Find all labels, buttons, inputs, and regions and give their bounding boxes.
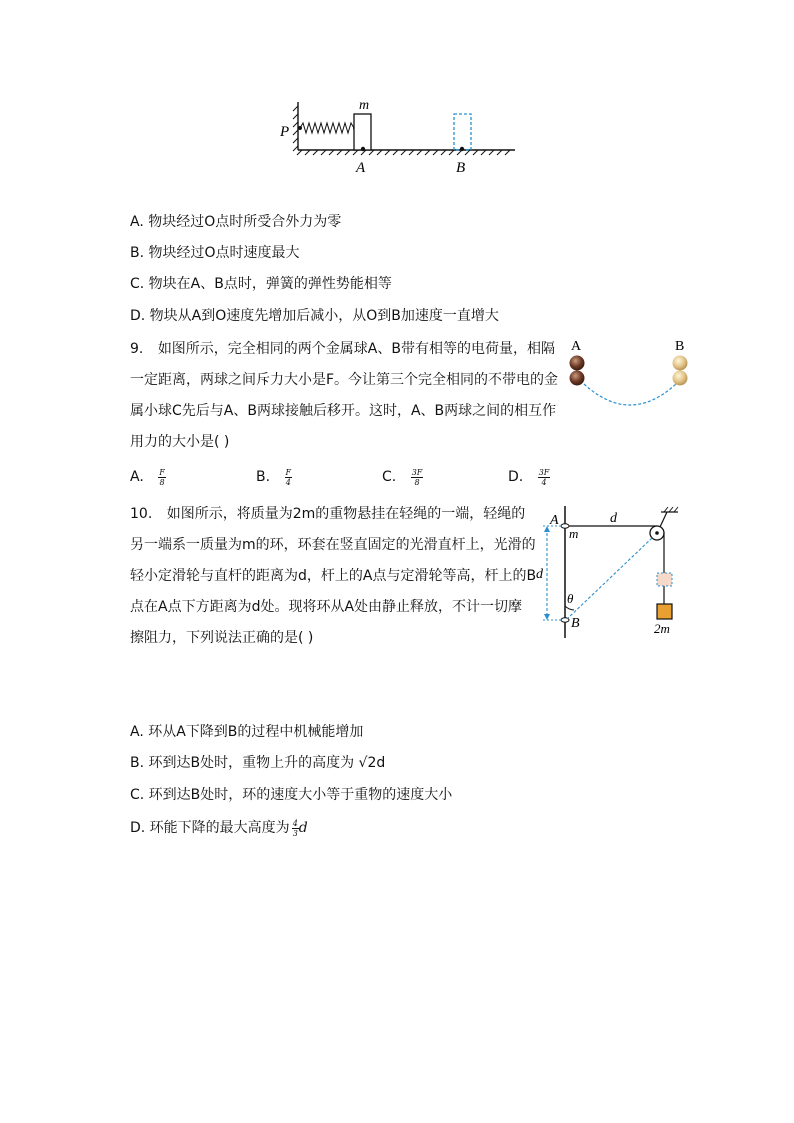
q10-line-2: 另一端系一质量为m的环，环套在竖直固定的光滑直杆上，光滑的 [130,537,536,553]
fig-label-theta: θ [567,591,574,606]
label-A: A [356,160,366,176]
q9-line-1: 如图所示，完全相同的两个金属球A、B带有相等的电荷量，相隔 [157,341,555,357]
q9-option-a[interactable]: A. $\frac{F}{8}$ [130,467,165,487]
spring-block-figure [270,92,530,178]
q8-option-d[interactable]: D. 物块从A到O速度先增加后减小，从O到B加速度一直增大 [130,308,499,324]
fig-label-m: m [569,526,579,541]
q10-option-c[interactable]: C. 环到达B处时，环的速度大小等于重物的速度大小 [130,787,453,803]
sphere-label-b: B [675,339,685,354]
q10-number: 10. [130,506,153,522]
label-m: m [359,98,370,113]
fig-label-B: B [571,616,580,631]
q9-line-4: 用力的大小是( ) [130,434,230,450]
sphere-b-top [673,356,688,371]
sphere-label-a: A [571,339,582,354]
sphere-a-top [570,356,585,371]
q9-option-b[interactable]: B. $\frac{F}{4}$ [256,467,292,487]
label-B: B [456,160,466,176]
q10-line-1: 如图所示，将质量为2m的重物悬挂在轻绳的一端，轻绳的 [166,506,526,522]
q8-option-b[interactable]: B. 物块经过O点时速度最大 [130,245,300,261]
q8-option-a[interactable]: A. 物块经过O点时所受合外力为零 [130,214,342,230]
q8-option-c[interactable]: C. 物块在A、B点时，弹簧的弹性势能相等 [130,276,392,292]
q10-option-b[interactable]: B. 环到达B处时，重物上升的高度为 √2d [130,755,386,771]
q9-option-c[interactable]: C. $\frac{3F}{8}$ [382,467,423,487]
q9-number: 9. [130,341,144,357]
q10-line-5: 擦阻力，下列说法正确的是( ) [130,630,314,646]
fig-label-2m: 2m [654,621,670,636]
q10-line-3: 轻小定滑轮与直杆的距离为d，杆上的A点与定滑轮等高，杆上的B [130,568,537,584]
sphere-a-bottom [570,371,585,386]
fig-label-d-left: d [536,567,543,582]
label-P: P [280,124,290,140]
q9-option-d[interactable]: D. $\frac{3F}{4}$ [508,467,550,487]
charged-spheres-figure [558,336,698,414]
fig-label-d-top: d [610,511,617,526]
q10-option-a[interactable]: A. 环从A下降到B的过程中机械能增加 [130,724,364,740]
fig-label-A: A [550,513,559,528]
q10-option-d[interactable]: D. 环能下降的最大高度为 $\frac{4}{3}$ d [130,818,308,838]
q9-line-2: 一定距离，两球之间斥力大小是F。今让第三个完全相同的不带电的金 [130,372,559,388]
q9-line-3: 属小球C先后与A、B两球接触后移开。这时，A、B两球之间的相互作 [130,403,557,419]
q10-line-4: 点在A点下方距离为d处。现将环从A处由静止释放，不计一切摩 [130,599,523,615]
sphere-b-bottom [673,371,688,386]
ring-pulley-figure [533,500,703,645]
